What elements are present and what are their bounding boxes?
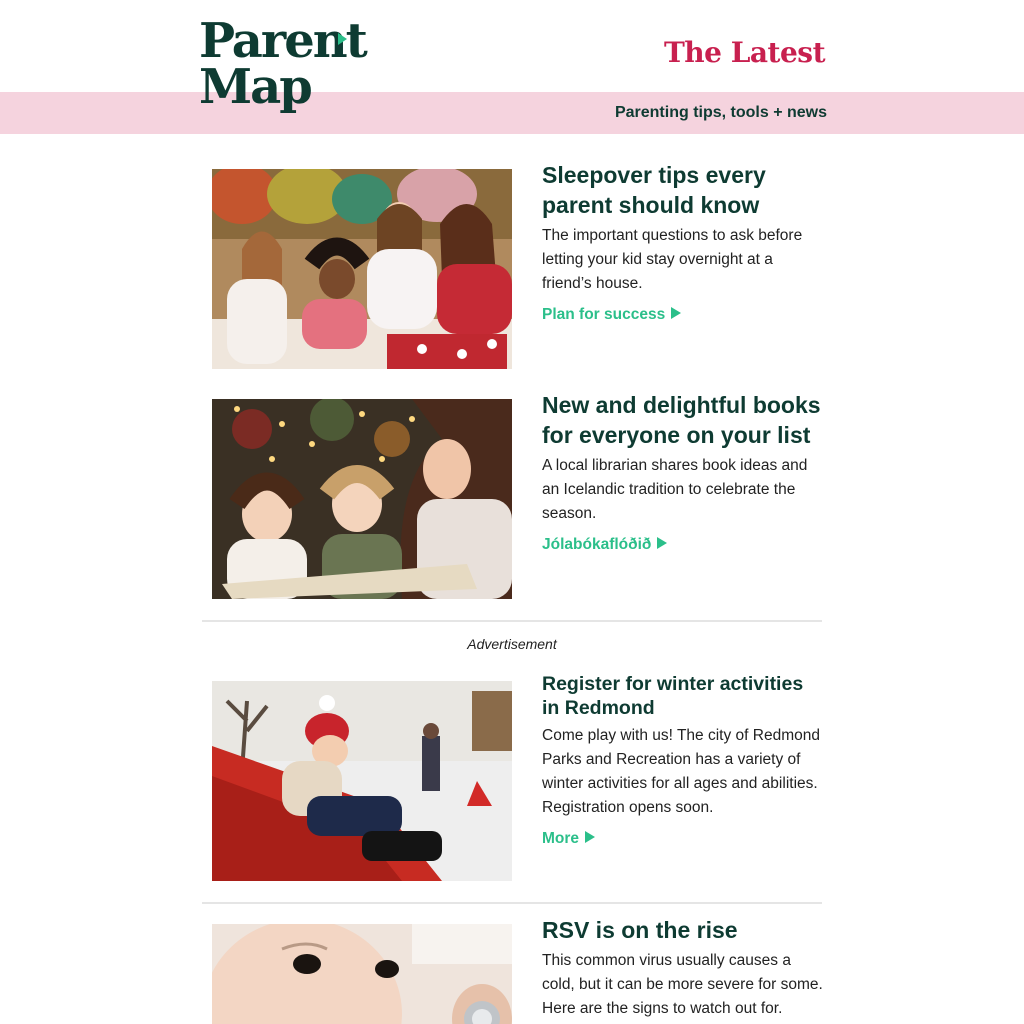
logo-word-parent: Parent (199, 13, 366, 69)
article-text (542, 160, 824, 324)
article-title[interactable]: New and delightful books for everyone on your list (542, 392, 821, 448)
section-title: The Latest (663, 36, 825, 69)
advertisement-label: Advertisement (467, 636, 557, 652)
play-arrow-icon (671, 307, 681, 319)
article-text (542, 672, 824, 848)
tagline: Parenting tips, tools + news (614, 104, 827, 121)
article-title[interactable]: Register for winter activities in Redmond (542, 673, 804, 719)
article-text (542, 390, 824, 554)
divider (202, 902, 822, 904)
article-image-redmond[interactable] (212, 681, 512, 881)
logo-play-icon (338, 33, 347, 45)
play-arrow-icon (657, 537, 667, 549)
tagline-band (0, 92, 1024, 134)
sponsored-article-card (212, 673, 824, 881)
article-description: A local librarian shares book ideas and an Icelandic tradition to celebrate the season. (542, 457, 808, 522)
play-arrow-icon (585, 831, 595, 843)
article-card (212, 917, 824, 1024)
article-image-books[interactable] (212, 399, 512, 599)
article-card (212, 162, 824, 369)
article-image-sleepover[interactable] (212, 169, 512, 369)
article-card (212, 392, 824, 599)
cta-label: Jólabókaflóðið (542, 536, 652, 553)
article-text (542, 915, 824, 1021)
article-link-plan-for-success[interactable] (542, 306, 681, 324)
parentmap-logo[interactable] (199, 13, 366, 122)
article-title[interactable]: RSV is on the rise (542, 917, 738, 943)
logo-word-map: Map (199, 59, 311, 115)
divider (202, 620, 822, 622)
article-image-rsv[interactable] (212, 924, 512, 1024)
article-description: Come play with us! The city of Redmond Parks and Recreation has a variety of winter activities for all ages and abilities. Registration opens soon. (542, 727, 820, 816)
article-link-more[interactable] (542, 830, 595, 848)
article-title[interactable]: Sleepover tips every parent should know (542, 162, 766, 218)
article-description: This common virus usually causes a cold, but it can be more severe for some. Here are the signs to watch out for. (542, 952, 823, 1017)
article-link-jolabokaflod[interactable] (542, 536, 667, 554)
email-header (0, 0, 1024, 92)
article-description: The important questions to ask before letting your kid stay overnight at a friend’s house. (542, 227, 803, 292)
cta-label: More (542, 830, 580, 847)
cta-label: Plan for success (542, 306, 666, 323)
